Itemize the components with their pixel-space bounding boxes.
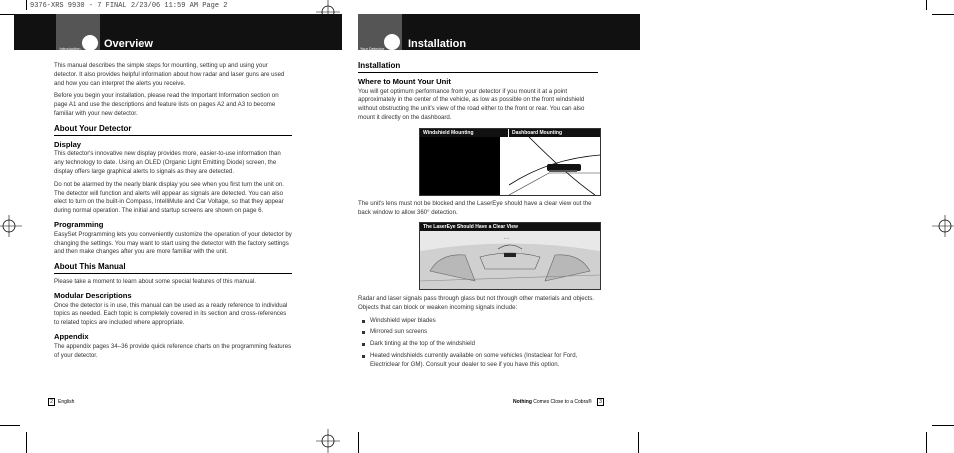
section-about-manual: About This Manual [54, 263, 292, 274]
crop-mark [932, 14, 954, 15]
crop-mark [0, 425, 20, 426]
list-item: Windshield wiper blades [358, 317, 598, 326]
overview-icon [82, 35, 98, 51]
section-installation: Installation [358, 62, 598, 73]
page-title-overview: Overview [104, 38, 153, 50]
where-paragraph: You will get optimum performance from your detector if you mount it at a point approximately in the center of the vehicle, as low as possible on the front windshield without obstructing the unit's view of the road either to the front or rear. You can also mount it directly on the dashboard. [358, 87, 585, 121]
appendix-paragraph: The appendix pages 34–36 provide quick reference charts on the programming features of your detector. [54, 342, 292, 359]
page-number-right: 3 [597, 398, 604, 406]
dashboard-mount-illustration [509, 137, 600, 195]
subheading-where-to-mount: Where to Mount Your Unit [358, 76, 451, 86]
display-paragraph: This detector's innovative new display provides more, easier-to-use information than any technology to date. Using an OLED (Organic Light Emitting Diode) screen, the display offers large graphical alerts to signals as they are detected. [54, 150, 281, 175]
glass-paragraph: Radar and laser signals pass through glass but not through other materials and objects. Objects that can block or weaken incoming signals include: [358, 295, 595, 311]
intro-paragraph: Before you begin your installation, please read the Important Information section on page A1 and use the descriptions and feature lists on pages A2 and A3 to become familiar with your new detector. [54, 92, 279, 117]
left-tab-label: Introduction [59, 46, 81, 51]
photo-gap [500, 137, 509, 195]
registration-mark-bottom [316, 429, 340, 453]
windshield-mount-photo [420, 137, 500, 195]
fig-label-windshield: Windshield Mounting [420, 129, 508, 137]
footer-tagline-rest: Comes Close to a Cobra® [531, 399, 592, 405]
lasereye-figure [419, 222, 601, 290]
list-item: Mirrored sun screens [358, 328, 598, 337]
blocking-objects-list [358, 317, 598, 370]
crop-mark [358, 432, 359, 453]
modular-paragraph: Once the detector is in use, this manual can be used as a ready reference to individual topics as needed. Each topic is completely covered in its section and cross-references to related topics are included where appropriate. [54, 301, 288, 327]
svg-text:◦ ◦: ◦ ◦ [504, 236, 509, 242]
crop-mark [932, 425, 954, 426]
lens-paragraph-wrap [358, 200, 598, 222]
subheading-display: Display [54, 139, 82, 149]
right-column [358, 62, 598, 127]
installation-icon [384, 34, 400, 50]
print-slug: 9376-XRS 9930 - 7 FINAL 2/23/06 11:59 AM Page 2 [30, 2, 228, 10]
footer-tagline-bold: Nothing [513, 399, 532, 405]
footer-english: English [58, 399, 75, 405]
intro-paragraph: This manual describes the simple steps for mounting, setting up and using your detector. It also provides helpful information about how radar and laser guns are used and how you can interpret the alerts you receive. [54, 62, 285, 87]
car-interior-illustration [420, 231, 600, 289]
list-item: Heated windshields currently available on some vehicles (Instaclear for Ford, Electriclear for GM). Consult your dealer to see if you have this option. [358, 352, 598, 370]
registration-mark-right [932, 215, 954, 237]
fig-label-lasereye: The LaserEye Should Have a Clear View [420, 223, 600, 231]
signals-section [358, 295, 598, 373]
crop-mark [926, 0, 927, 10]
registration-mark-left [0, 215, 22, 237]
footer-tagline [513, 399, 592, 405]
page-title-installation: Installation [408, 38, 467, 50]
crop-mark [26, 432, 27, 453]
crop-mark [26, 0, 27, 10]
crop-mark [926, 432, 927, 453]
right-tab-label: Your Detector [359, 46, 385, 51]
left-column [54, 62, 292, 364]
list-item: Dark tinting at the top of the windshield [358, 340, 598, 349]
fig-label-dashboard: Dashboard Mounting [509, 129, 600, 137]
subheading-appendix: Appendix [54, 331, 89, 341]
mounting-figure [419, 128, 601, 196]
crop-mark [638, 432, 639, 453]
about-manual-paragraph: Please take a moment to learn about some special features of this manual. [54, 277, 256, 285]
subheading-modular: Modular Descriptions [54, 290, 132, 300]
page-number-left: 2 [48, 398, 55, 406]
section-about-detector: About Your Detector [54, 125, 292, 136]
lens-paragraph: The unit's lens must not be blocked and the LaserEye should have a clear view out the back window to allow 360° detection. [358, 200, 592, 216]
subheading-programming: Programming [54, 219, 104, 229]
programming-paragraph: EasySet Programming lets you conveniently customize the operation of your detector by changing the settings. You may want to start using the detector with the factory settings and then make changes after you are more familiar with the unit. [54, 230, 292, 256]
display-paragraph: Do not be alarmed by the nearly blank display you see when you first turn the unit on. The detector will function and alerts will appear as signals are detected. You can also elect to turn on the built-in Compass, IntelliMute and Car Voltage, so that they appear during normal operation. The initial and startup screens are shown on page 6. [54, 180, 285, 215]
